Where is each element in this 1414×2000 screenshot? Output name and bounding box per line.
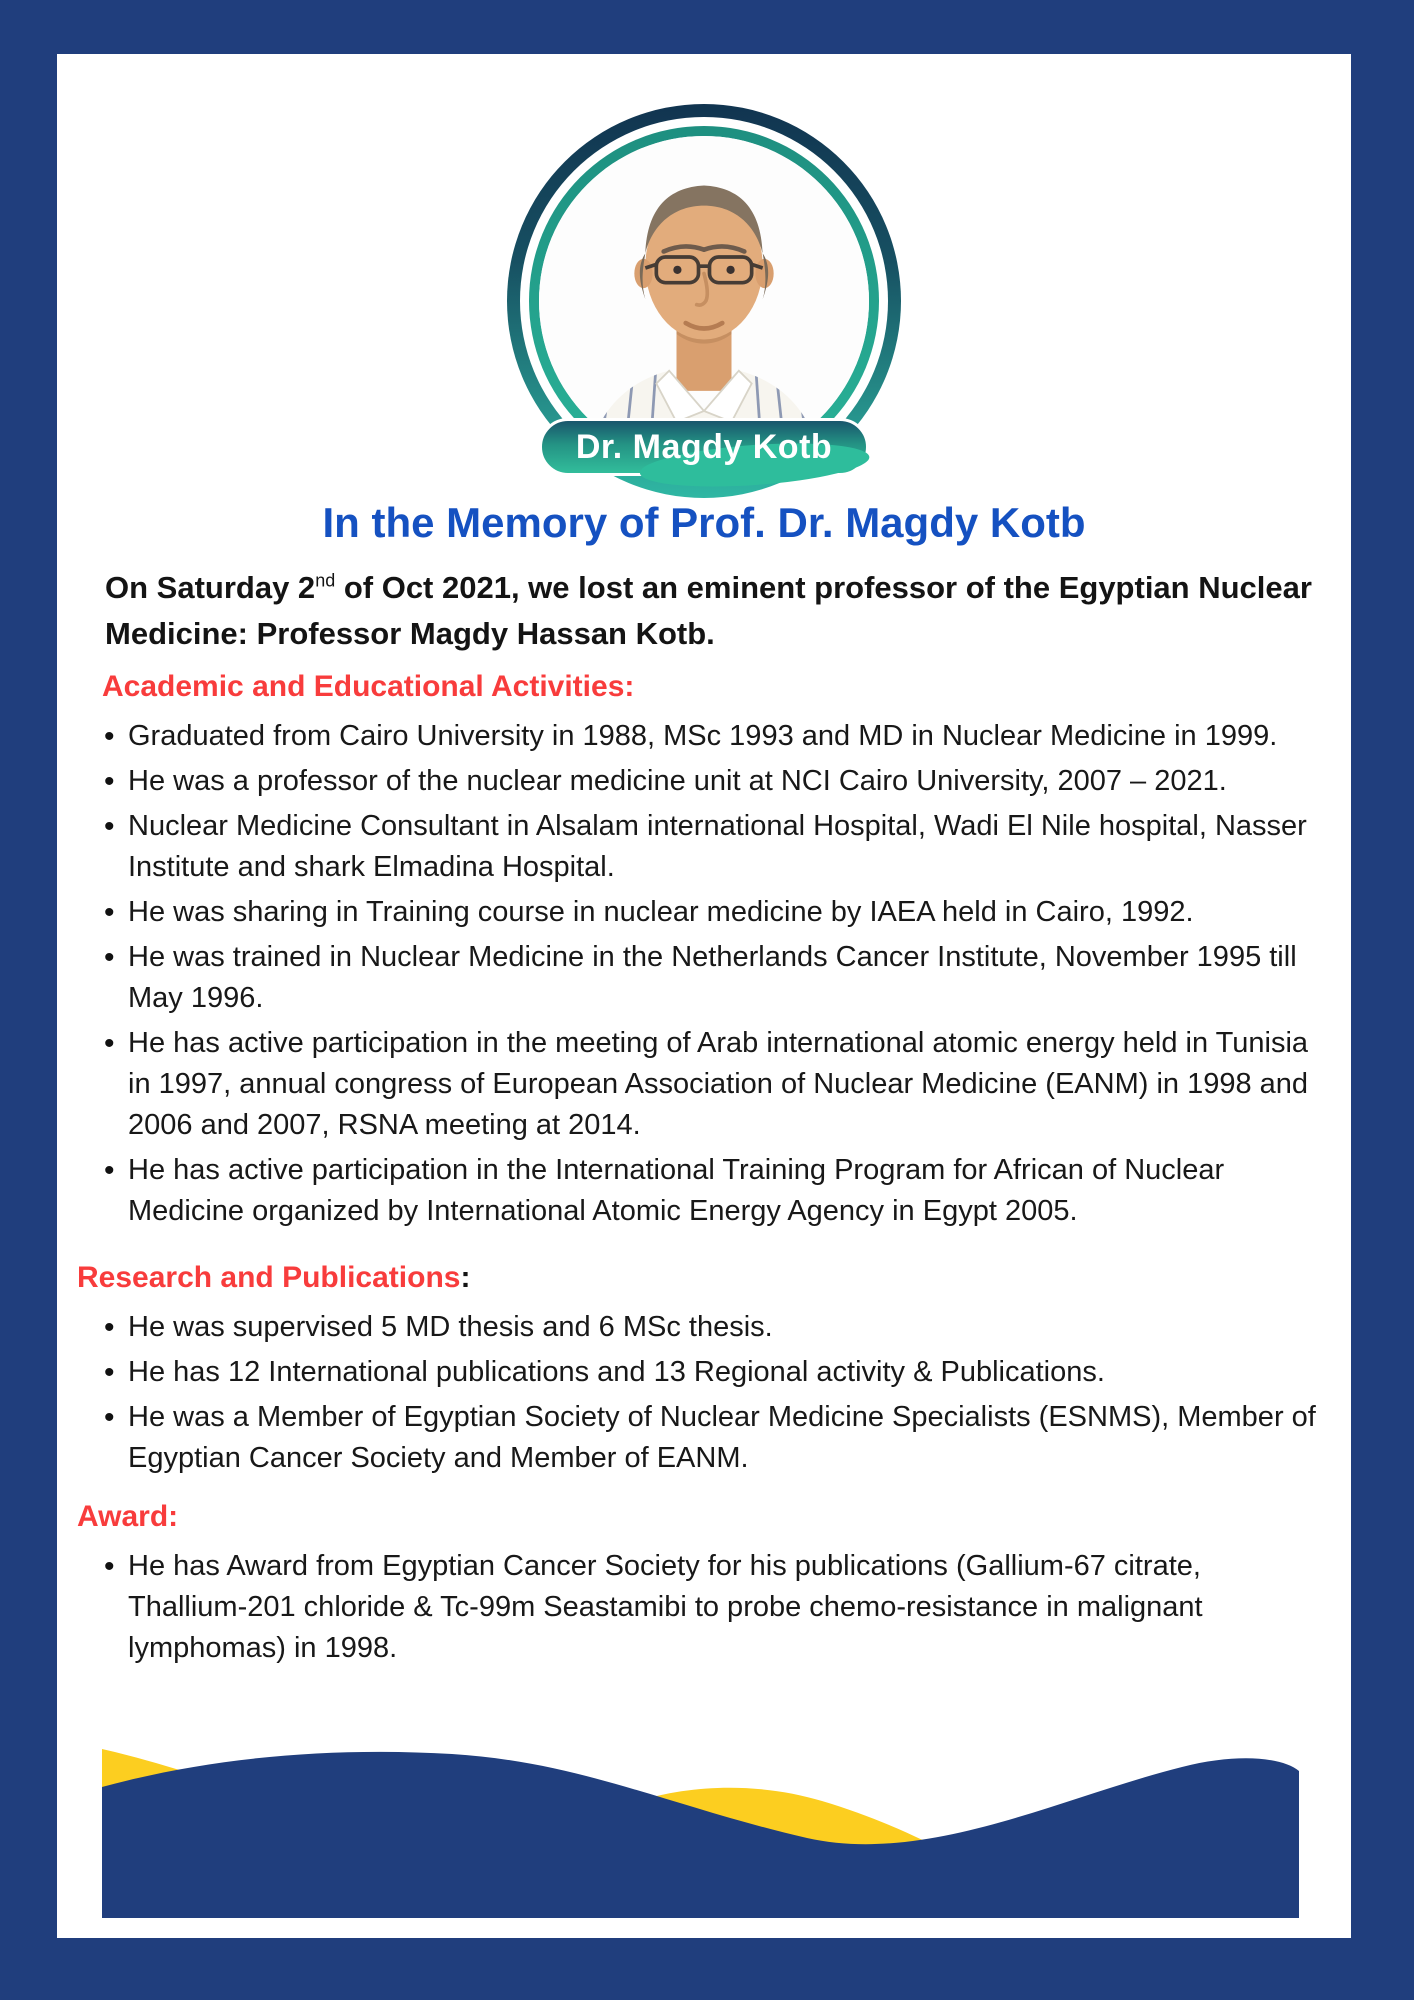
list-item: • He was trained in Nuclear Medicine in the Netherlands Cancer Institute, November 1995 till May 1996. — [128, 937, 1327, 1019]
intro-text-end: of Oct 2021, we lost an eminent professor of the Egyptian Nuclear Medicine: Professor Magdy Hassan Kotb. — [105, 569, 1312, 651]
list-item: • Graduated from Cairo University in 1988, MSc 1993 and MD in Nuclear Medicine in 1999. — [128, 716, 1327, 757]
section-academic — [57, 667, 1351, 1232]
ordinal-superscript: nd — [315, 570, 336, 591]
intro-paragraph — [105, 565, 1323, 657]
section-academic-heading: Academic and Educational Activities: — [102, 669, 635, 703]
content-card — [57, 54, 1351, 1938]
profile-photo-illustration — [539, 136, 869, 466]
list-item: • He was a Member of Egyptian Society of Nuclear Medicine Specialists (ESNMS), Member of Egyptian Cancer Society and Member of EANM. — [128, 1397, 1327, 1479]
section-research-list — [57, 1307, 1327, 1479]
list-item: • He has Award from Egyptian Cancer Society for his publications (Gallium-67 citrate, Thallium-201 chloride & Tc-99m Seastamibi to probe chemo-resistance in malignant lymphomas) in 1998. — [128, 1546, 1327, 1669]
intro-text-start: On Saturday 2 — [105, 569, 316, 605]
section-award-list — [57, 1546, 1327, 1669]
wave-blue — [102, 1752, 1299, 1918]
section-award-heading: Award: — [77, 1499, 179, 1533]
list-item: • He was supervised 5 MD thesis and 6 MSc thesis. — [128, 1307, 1327, 1348]
section-research — [57, 1258, 1351, 1479]
page-title: In the Memory of Prof. Dr. Magdy Kotb — [322, 499, 1086, 546]
list-item: • He has active participation in the International Training Program for African of Nuclear Medicine organized by International Atomic Energy Agency in Egypt 2005. — [128, 1150, 1327, 1232]
list-item: • He has 12 International publications and 13 Regional activity & Publications. — [128, 1352, 1327, 1393]
section-research-heading-colon: : — [460, 1260, 471, 1294]
name-badge-label: Dr. Magdy Kotb — [575, 427, 833, 466]
profile-photo — [539, 136, 869, 466]
list-item: • He was a professor of the nuclear medicine unit at NCI Cairo University, 2007 – 2021. — [128, 761, 1327, 802]
section-award — [57, 1497, 1351, 1669]
list-item: • He was sharing in Training course in nuclear medicine by IAEA held in Cairo, 1992. — [128, 892, 1327, 933]
list-item: • Nuclear Medicine Consultant in Alsalam international Hospital, Wadi El Nile hospital, Nasser Institute and shark Elmadina Hospital. — [128, 806, 1327, 888]
list-item: • He has active participation in the meeting of Arab international atomic energy held in Tunisia in 1997, annual congress of European Association of Nuclear Medicine (EANM) in 1998 and 2006 and 2007, RSNA meeting at 2014. — [128, 1023, 1327, 1146]
section-research-heading — [77, 1258, 1327, 1297]
section-research-heading-text: Research and Publications — [77, 1260, 461, 1294]
section-academic-list — [57, 716, 1327, 1232]
wave-decoration — [102, 1745, 1299, 1918]
name-badge — [539, 418, 869, 476]
photo-area — [57, 104, 1351, 476]
